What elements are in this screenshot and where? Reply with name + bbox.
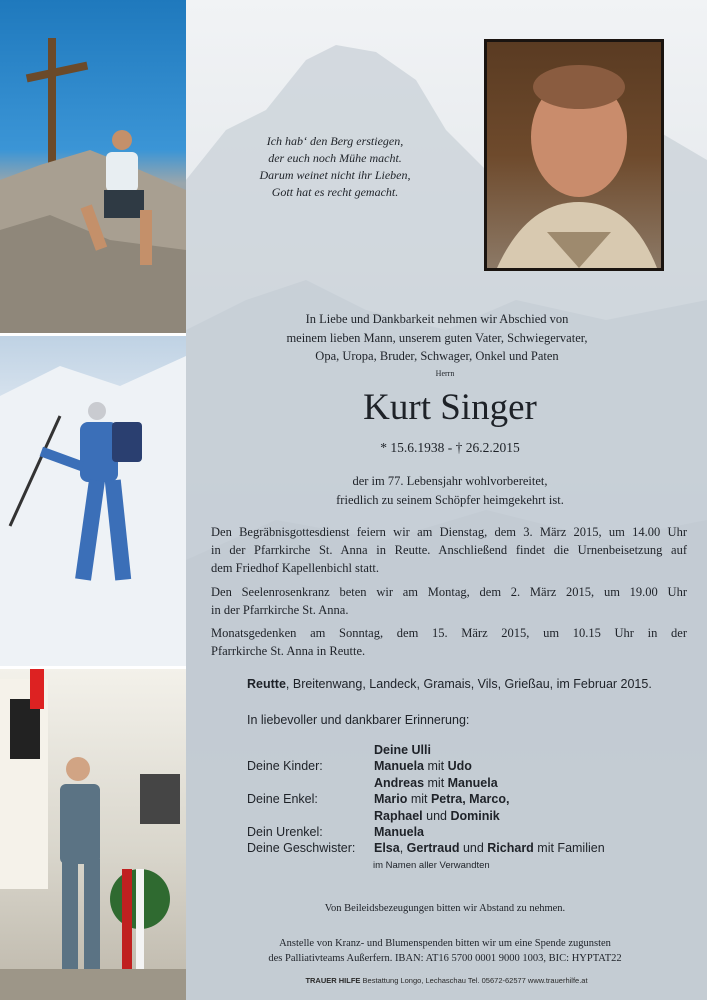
children-label: Deine Kinder: (247, 759, 323, 774)
salutation: Herrn (435, 369, 455, 378)
connector-text: und (459, 841, 488, 856)
intro-line: meinem lieben Mann, unserem guten Vater, Schwiegervater, (286, 330, 588, 345)
passage-line: friedlich zu seinem Schöpfer heimgekehrt ist. (336, 492, 564, 507)
remembrance-heading: In liebevoller und dankbarer Erinnerung: (247, 713, 470, 727)
grandchild-name: Raphael (374, 808, 423, 823)
place-date-line (247, 677, 652, 691)
paragraph-line: Den Begräbnisgottesdienst feiern wir am Dienstag, dem 3. März 2015, um 14.00 Uhr (211, 525, 687, 539)
sibling-name: Gertraud (406, 841, 460, 856)
passage-text (270, 472, 630, 509)
great-grandchild-name: Manuela (374, 824, 425, 839)
siblings-label: Deine Geschwister: (247, 841, 356, 856)
condolence-note: Von Beileidsbezeugungen bitten wir Abstand zu nehmen. (324, 903, 566, 914)
climber-photo (0, 336, 186, 666)
relatives-note: im Namen aller Verwandten (373, 860, 490, 871)
grandchild-partner-names: Petra, Marco, (430, 792, 510, 807)
poem-line: der euch noch Mühe macht. (268, 151, 402, 165)
memorial-mass-paragraph (211, 624, 687, 660)
connector-text: und (422, 808, 451, 823)
footer-brand: TRAUER HILFE (305, 976, 361, 985)
connector-text: mit (424, 775, 448, 790)
spouse-name: Deine Ulli (374, 743, 431, 757)
donation-request (230, 937, 660, 966)
connector-text: mit (424, 759, 448, 774)
place-rest: , Breitenwang, Landeck, Gramais, Vils, Grießau, im Februar 2015. (285, 677, 652, 691)
donation-line: Anstelle von Kranz- und Blumenspenden bitten wir um eine Spende zugunsten (279, 938, 611, 949)
funeral-service-paragraph (211, 523, 687, 577)
poem-line: Gott hat es recht gemacht. (271, 185, 399, 199)
partner-name: Udo (447, 759, 472, 774)
intro-line: Opa, Uropa, Bruder, Schwager, Onkel und Paten (315, 349, 559, 363)
life-dates: * 15.6.1938 - † 26.2.2015 (380, 440, 520, 455)
grandchild-name: Dominik (450, 808, 500, 823)
grandchildren-label: Deine Enkel: (247, 792, 318, 807)
connector-text: mit Familien (533, 841, 605, 856)
grandchild-name: Mario (374, 792, 408, 807)
uniform-photo (0, 669, 186, 1000)
place-town: Reutte (247, 677, 286, 691)
paragraph-line: Den Seelenrosenkranz beten wir am Montag, dem 2. März 2015, um 19.00 Uhr (211, 585, 687, 599)
rosary-paragraph (211, 583, 687, 619)
partner-name: Manuela (447, 775, 498, 790)
sibling-name: Richard (487, 841, 534, 856)
child-name: Andreas (374, 775, 425, 790)
deceased-name: Kurt Singer (363, 387, 537, 428)
donation-line: des Palliativteams Außerfern. IBAN: AT16 5700 0001 9000 1003, BIC: HYPTAT22 (268, 952, 622, 964)
farewell-intro (230, 310, 644, 366)
footer-contact: Bestattung Longo, Lechaschau Tel. 05672-62577 www.trauerhilfe.at (360, 976, 588, 985)
photo-strip (0, 0, 186, 1000)
intro-line: In Liebe und Dankbarkeit nehmen wir Abschied von (305, 312, 569, 326)
child-name: Manuela (374, 759, 425, 774)
funeral-home-footer (186, 976, 707, 985)
great-grandchild-label: Dein Urenkel: (247, 824, 323, 839)
paragraph-line: dem Friedhof Kapellenbichl statt. (211, 561, 380, 575)
paragraph-line: in der Pfarrkirche St. Anna. (211, 603, 349, 617)
portrait-photo (484, 39, 664, 271)
memorial-poem (216, 133, 454, 201)
paragraph-line: Pfarrkirche St. Anna in Reutte. (211, 644, 366, 658)
paragraph-line: Monatsgedenken am Sonntag, dem 15. März 2015, um 10.15 Uhr in der (211, 626, 687, 640)
poem-line: Ich hab‘ den Berg erstiegen, (266, 134, 404, 148)
passage-line: der im 77. Lebensjahr wohlvorbereitet, (352, 474, 548, 488)
summit-cross-photo (0, 0, 186, 333)
connector-text: , (399, 841, 407, 856)
poem-line: Darum weinet nicht ihr Lieben, (259, 168, 411, 182)
sibling-name: Elsa (374, 841, 400, 856)
connector-text: mit (407, 792, 431, 807)
paragraph-line: in der Pfarrkirche St. Anna in Reutte. Anschließend findet die Urnenbeisetzung auf (211, 543, 687, 557)
